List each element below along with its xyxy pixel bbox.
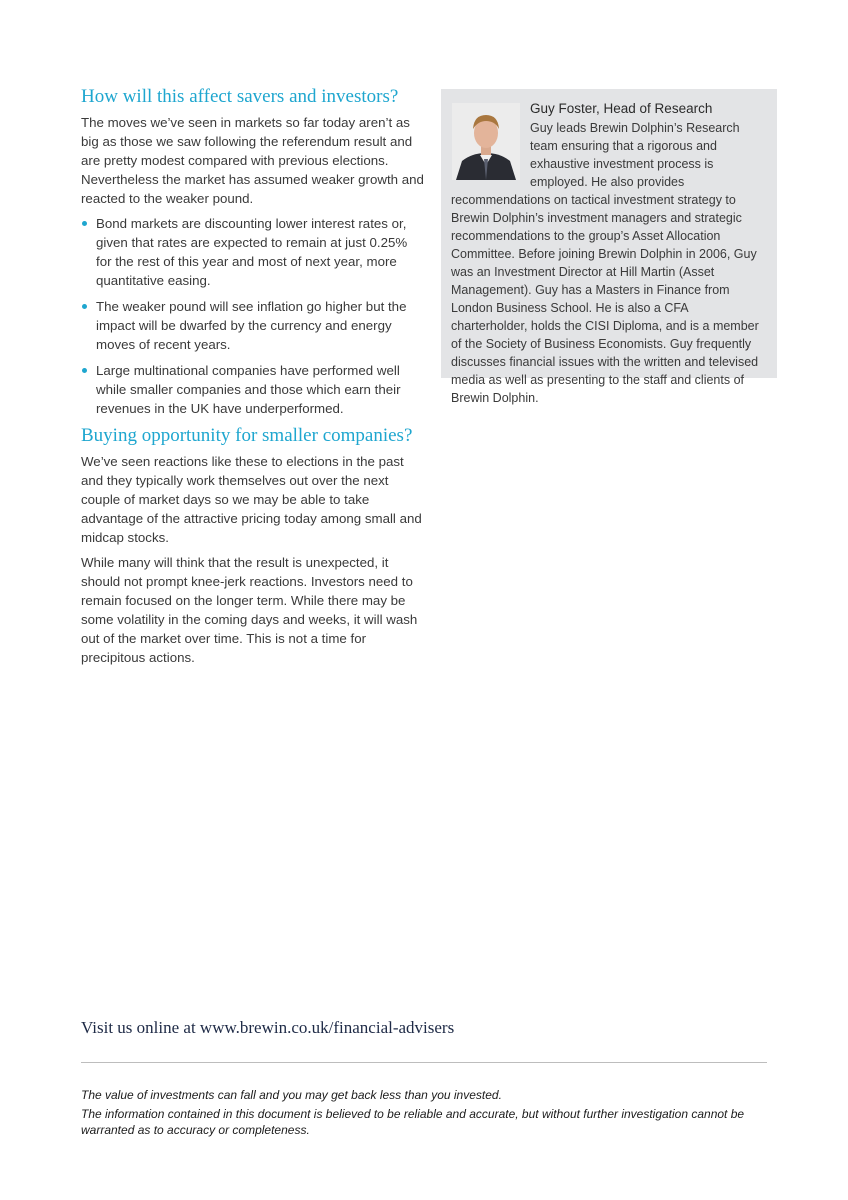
- bullet-item: Large multinational companies have performed well while smaller companies and those which earn their revenues in the UK have underperformed.: [81, 361, 426, 418]
- divider: [81, 1062, 767, 1063]
- bullet-dot-icon: [82, 368, 87, 373]
- author-photo: [452, 103, 520, 180]
- author-name: Guy Foster, Head of Research: [530, 101, 713, 116]
- bullet-item: Bond markets are discounting lower interest rates or, given that rates are expected to remain at just 0.25% for the rest of this year and most of next year, more quantitative easing.: [81, 214, 426, 290]
- disclaimer-line: The information contained in this document is believed to be reliable and accurate, but without further investigation cannot be warranted as to accuracy or completeness.: [81, 1107, 745, 1137]
- disclaimer: [81, 1087, 771, 1141]
- author-bio-text: Guy leads Brewin Dolphin’s Research team ensuring that a rigorous and exhaustive investment process is employed. He also provides recommendations on tactical investment strategy to Brewin Dolphin’s investment managers and strategic recommendations to the group’s Asset Allocation Committee. Before joining Brewin Dolphin in 2006, Guy was an Investment Director at Hill Martin (Asset Management). Guy has a Masters in Finance from London Business School. He is also a CFA charterholder, holds the CISI Diploma, and is a member of the Society of Business Economists. Guy frequently discusses financial issues with the written and televised media as well as presenting to the staff and clients of Brewin Dolphin.: [451, 121, 759, 405]
- paragraph: While many will think that the result is unexpected, it should not prompt knee-jerk reactions. Investors need to remain focused on the longer term. While there may be some volatility in the coming days and weeks, it will wash out of the market over time. This is not a time for precipitous actions.: [81, 555, 418, 665]
- intro-paragraph: The moves we’ve seen in markets so far today aren’t as big as those we saw following the referendum result and are pretty modest compared with previous elections. Nevertheless the market has assumed weaker growth and reacted to the weaker pound.: [81, 115, 424, 206]
- section-heading-smaller-companies: Buying opportunity for smaller companies?: [81, 425, 413, 446]
- website-link[interactable]: Visit us online at www.brewin.co.uk/financial-advisers: [81, 1018, 455, 1037]
- bullet-dot-icon: [82, 221, 87, 226]
- main-column: [81, 86, 426, 673]
- bullet-dot-icon: [82, 304, 87, 309]
- bullet-list: [81, 214, 426, 418]
- bullet-item: The weaker pound will see inflation go higher but the impact will be dwarfed by the currency and energy moves of recent years.: [81, 297, 426, 354]
- paragraph: We’ve seen reactions like these to elections in the past and they typically work themselves out over the next couple of market days so we may be able to take advantage of the attractive pricing today among small and midcap stocks.: [81, 454, 422, 545]
- disclaimer-line: The value of investments can fall and you may get back less than you invested.: [81, 1088, 502, 1102]
- author-bio-box: [441, 89, 777, 405]
- section-heading-savers: How will this affect savers and investors?: [81, 86, 399, 107]
- portrait-image: [452, 103, 520, 180]
